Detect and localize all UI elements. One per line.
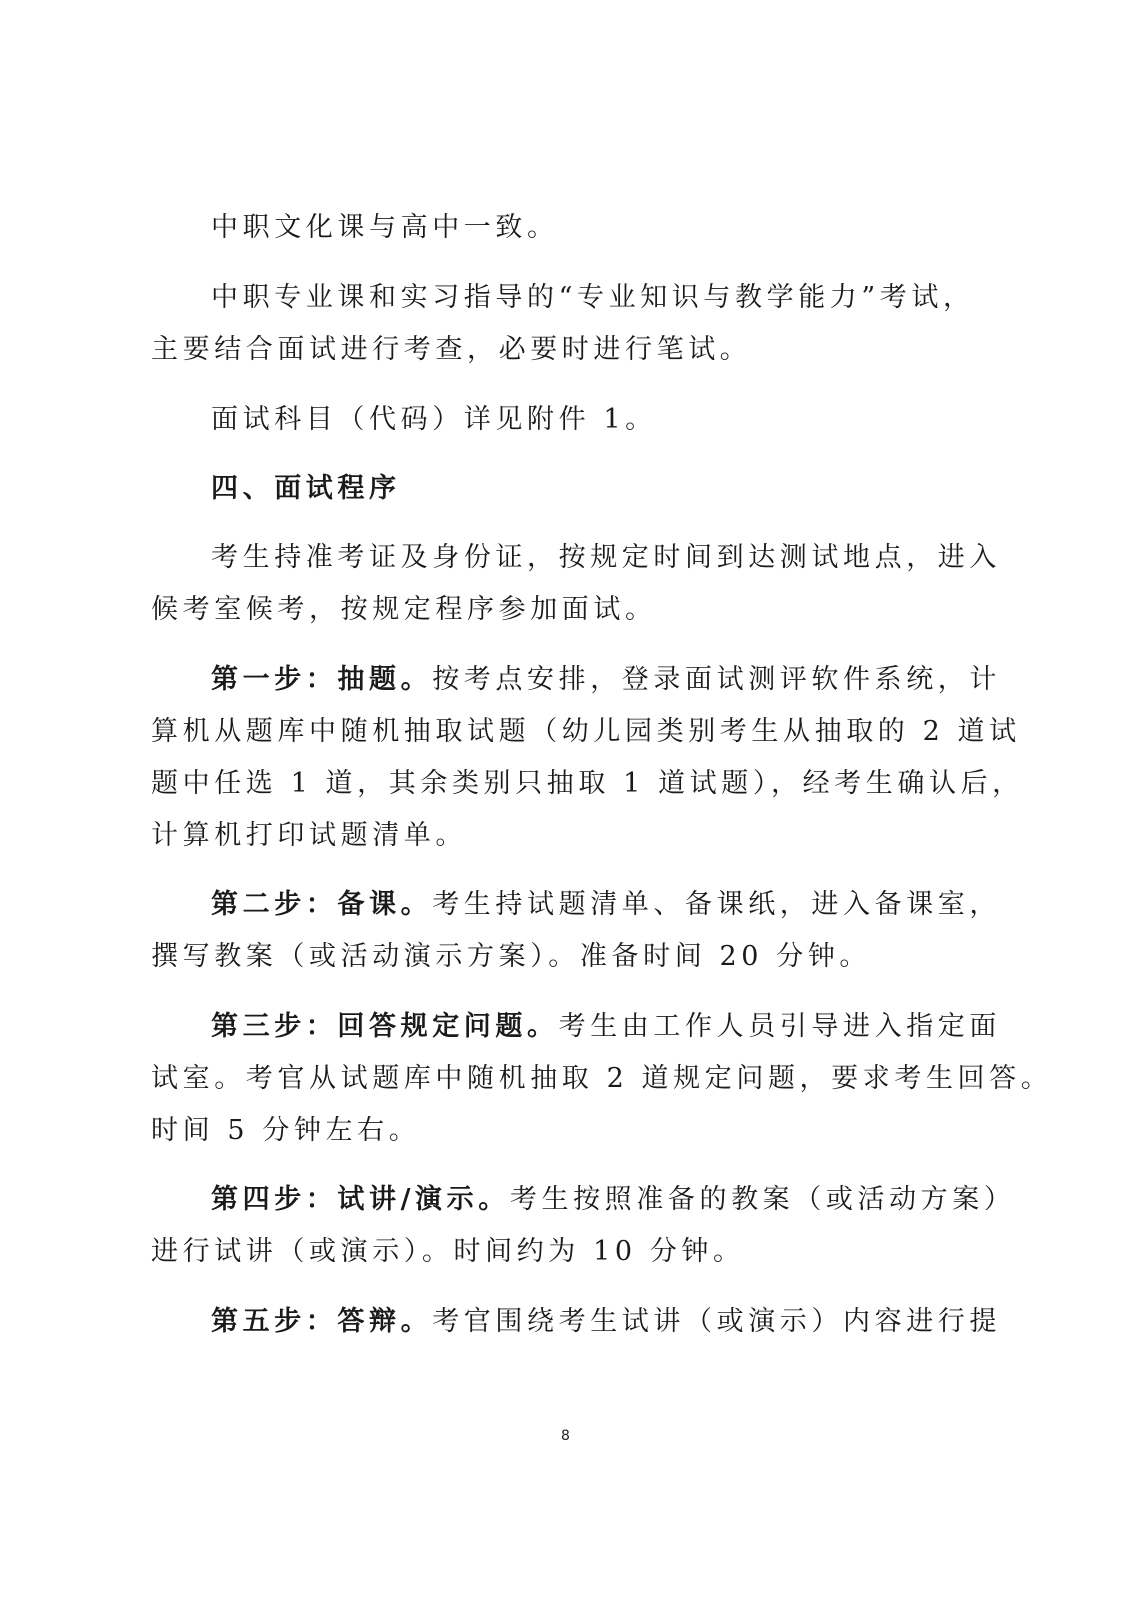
step-label: 第二步：备课。 (211, 889, 433, 920)
step-line (211, 888, 1001, 922)
paragraph-line: 候考室候考，按规定程序参加面试。 (151, 594, 657, 625)
step-line (211, 1305, 1001, 1339)
paragraph-line: 中职文化课与高中一致。 (211, 212, 559, 243)
paragraph-line: 面试科目（代码）详见附件 1。 (211, 404, 657, 435)
page-number: 8 (561, 1428, 570, 1444)
step-label: 第五步：答辩。 (211, 1306, 433, 1337)
paragraph-line: 试室。考官从试题库中随机抽取 2 道规定问题，要求考生回答。 (151, 1063, 1053, 1094)
step-line (211, 663, 1001, 697)
step-label: 第四步：试讲/演示。 (211, 1184, 510, 1215)
paragraph-line: 时间 5 分钟左右。 (151, 1115, 421, 1146)
step-text: 考生持试题清单、备课纸，进入备课室， (432, 889, 1002, 920)
paragraph-line: 算机从题库中随机抽取试题（幼儿园类别考生从抽取的 2 道试 (151, 716, 1021, 747)
section-heading: 四、面试程序 (211, 473, 401, 504)
step-text: 考生由工作人员引导进入指定面 (558, 1011, 1002, 1042)
paragraph-line: 考生持准考证及身份证，按规定时间到达测试地点，进入 (211, 542, 1001, 573)
step-text: 按考点安排，登录面试测评软件系统，计 (432, 664, 1002, 695)
paragraph-line: 计算机打印试题清单。 (151, 820, 467, 851)
paragraph-line: 主要结合面试进行考查，必要时进行笔试。 (151, 334, 752, 365)
step-text: 考生按照准备的教案（或活动方案） (509, 1184, 1016, 1215)
step-label: 第三步：回答规定问题。 (211, 1011, 559, 1042)
step-label: 第一步：抽题。 (211, 664, 433, 695)
step-text: 考官围绕考生试讲（或演示）内容进行提 (432, 1306, 1002, 1337)
step-line (211, 1183, 1015, 1217)
paragraph-line: 撰写教案（或活动演示方案）。准备时间 20 分钟。 (151, 941, 872, 972)
step-line (211, 1010, 1001, 1044)
paragraph-line: 题中任选 1 道，其余类别只抽取 1 道试题），经考生确认后， (151, 768, 1024, 799)
paragraph-line: 进行试讲（或演示）。时间约为 10 分钟。 (151, 1236, 745, 1267)
paragraph-line: 中职专业课和实习指导的“专业知识与教学能力”考试， (211, 282, 975, 313)
